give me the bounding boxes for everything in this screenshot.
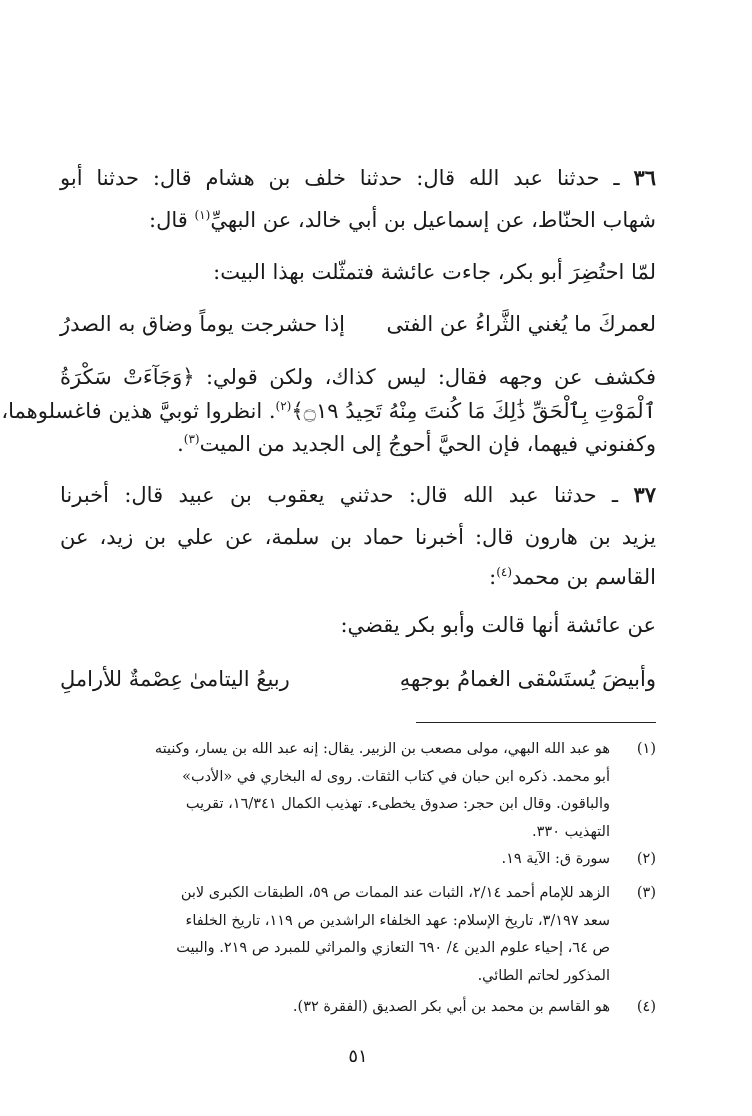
- footnote-ref[interactable]: (١): [194, 208, 211, 222]
- footnote-mark: (١): [636, 741, 656, 757]
- hadith-36-line-3: [60, 255, 656, 289]
- text: وكفنوني فيهما، فإن الحيَّ أحوجُ إلى الجديد من الميت: [199, 432, 656, 456]
- text: ـ حدثنا عبد الله قال: حدثني يعقوب بن عبيد قال: أخبرنا: [60, 483, 619, 507]
- footnote-divider: [416, 722, 656, 723]
- footnote-mark: (٢): [636, 851, 656, 867]
- verse-right-hemistich: وأبيضَ يُستَسْقى الغمامُ بوجههِ: [399, 667, 656, 691]
- hadith-37-line-4: [60, 608, 656, 642]
- quran-verse: ٱلْمَوْتِ بِٱلْحَقِّ ذَٰلِكَ مَا كُنتَ مِنْهُ تَحِيدُ ۝١٩﴾: [291, 399, 656, 423]
- footnote-ref[interactable]: (٢): [275, 399, 292, 413]
- footnote-ref[interactable]: (٣): [183, 432, 200, 446]
- text: :: [489, 565, 497, 589]
- text: ـ حدثنا عبد الله قال: حدثنا خلف بن هشام قال: حدثنا أبو: [60, 166, 620, 190]
- footnote-1: [60, 736, 656, 846]
- footnote-text: هو القاسم بن محمد بن أبي بكر الصديق (الفقرة ٣٢).: [292, 999, 610, 1015]
- text: شهاب الحنّاط، عن إسماعيل بن أبي خالد، عن البهيِّ: [210, 208, 656, 232]
- verse-right-hemistich: لعمركَ ما يُغني الثَّراءُ عن الفتى: [386, 312, 656, 336]
- hadith-number: ٣٧: [633, 482, 656, 507]
- footnote-ref[interactable]: (٤): [496, 565, 513, 579]
- hadith-37-line-2: [60, 520, 656, 554]
- footnote-text: هو عبد الله البهي، مولى مصعب بن الزبير. يقال: إنه عبد الله بن يسار، وكنيته أبو محمد. ذكره ابن حبان في كتاب الثقات. روى له البخاري في «الأدب» والباقون. وقال ابن حجر: صدوق يخطىء. تهذيب الكمال ١٦/٣٤١، تقريب التهذيب ٣٣٠.: [154, 741, 610, 840]
- hadith-36-line-1: [60, 161, 656, 195]
- footnote-4: [60, 994, 656, 1022]
- book-page: [1, 0, 656, 1116]
- text: القاسم بن محمد: [512, 565, 656, 589]
- hadith-37-line-3: [60, 560, 656, 594]
- hadith-37-line-1: [60, 478, 656, 512]
- text: عن عائشة أنها قالت وأبو بكر يقضي:: [340, 613, 656, 637]
- footnote-2: [60, 846, 656, 874]
- footnote-text: الزهد للإمام أحمد ٢/١٤، الثبات عند الممات ص ٥٩، الطبقات الكبرى لابن سعد ٣/١٩٧، تاريخ الإسلام: عهد الخلفاء الراشدين ص ١١٩، تاريخ الخلفاء ص ٦٤، إحياء علوم الدين ٤/ ٦٩٠ التعازي والمراثي للمبرد ص ٢١٩. والبيت المذكور لحاتم الطائي.: [176, 885, 610, 984]
- text: فكشف عن وجهه فقال: ليس كذاك، ولكن قولي: ﴿وَجَآءَتْ سَكْرَةُ: [60, 365, 656, 389]
- text: قال:: [149, 208, 188, 232]
- verse-left-hemistich: ربيعُ اليتامىٰ عِصْمةٌ للأراملِ: [60, 667, 290, 691]
- hadith-36-line-4: [60, 360, 656, 394]
- text: . انظروا ثوبيَّ هذين فاغسلوهما،: [1, 399, 276, 423]
- verse-left-hemistich: إذا حشرجت يوماً وضاق به الصدرُ: [60, 312, 346, 336]
- hadith-36-line-2: [60, 203, 656, 237]
- page-number: ٥١: [348, 1046, 368, 1067]
- hadith-36-line-6: وكفنوني فيهما، فإن الحيَّ أحوجُ إلى الجديد من الميت$^{(٣)}$.: [177, 432, 656, 456]
- footnote-mark: (٤): [636, 999, 656, 1015]
- text: لمّا احتُضِرَ أبو بكر، جاءت عائشة فتمثّلت بهذا البيت:: [213, 260, 656, 284]
- text: يزيد بن هارون قال: أخبرنا حماد بن سلمة، عن علي بن زيد، عن: [60, 525, 656, 549]
- footnote-mark: (٣): [636, 885, 656, 901]
- hadith-36-line-5: [1, 394, 656, 428]
- hadith-number: ٣٦: [633, 165, 656, 190]
- footnote-3: [60, 880, 656, 990]
- footnote-text: سورة ق: الآية ١٩.: [501, 851, 610, 867]
